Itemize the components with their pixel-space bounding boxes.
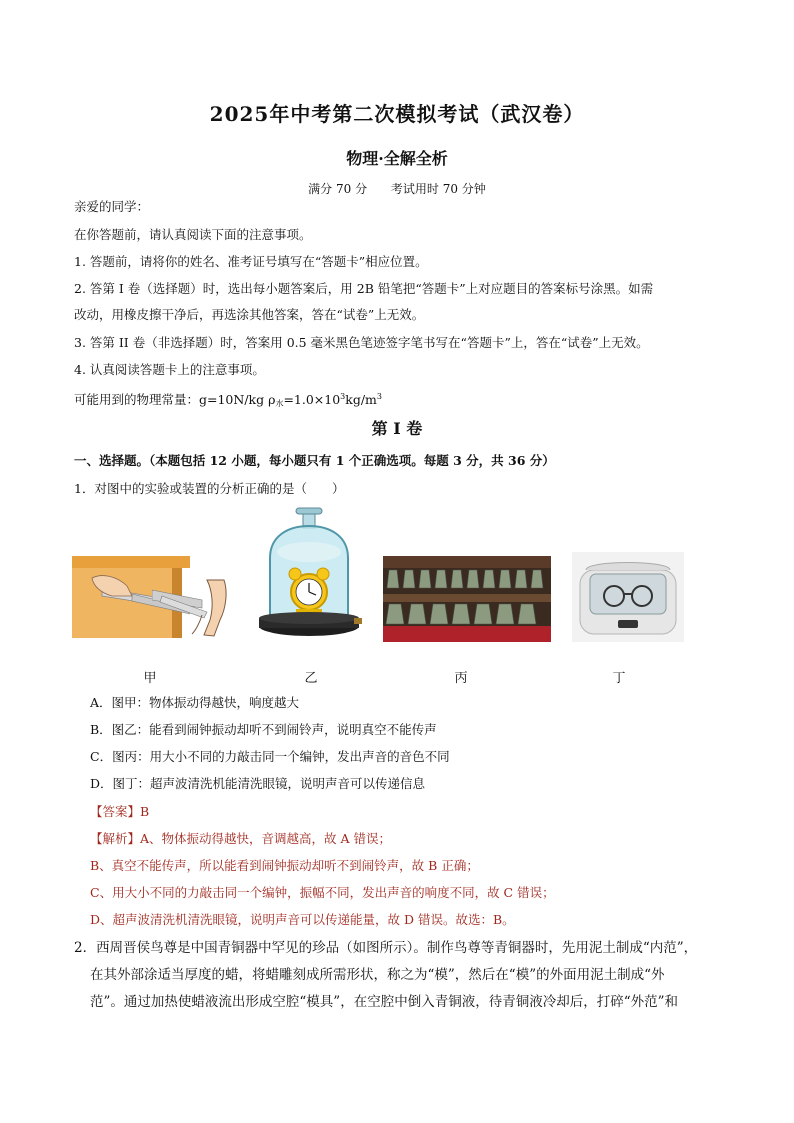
figure-jia-finger	[152, 560, 242, 640]
exam-time: 考试用时 70 分钟	[390, 182, 486, 196]
question-2-line-3: 范”。通过加热使蜡液流出形成空腔“模具”，在空腔中倒入青铜液，待青铜液冷却后，打碎“外范”和	[90, 994, 679, 1010]
option-c: C．图丙：用大小不同的力敲击同一个编钟，发出声音的音色不同	[90, 749, 450, 764]
instruction-item-2a: 2. 答第 I 卷（选择题）时，选出每小题答案后，用 2B 铅笔把“答题卡”上对应题目的答案标号涂黑。如需	[74, 281, 654, 296]
figure-ding-ultrasonic-cleaner	[572, 552, 684, 642]
instructions-intro: 在你答题前，请认真阅读下面的注意事项。	[74, 227, 312, 242]
question-2-line-2: 在其外部涂适当厚度的蜡，将蜡雕刻成所需形状，称之为“模”，然后在“模”的外面用泥土制成“外	[90, 967, 665, 983]
analysis-line-2: B、真空不能传声，所以能看到闹钟振动却听不到闹铃声，故 B 正确；	[90, 858, 479, 873]
option-d: D．图丁：超声波清洗机能清洗眼镜，说明声音可以传递信息	[90, 776, 426, 791]
instruction-item-1: 1. 答题前，请将你的姓名、准考证号填写在“答题卡”相应位置。	[74, 254, 428, 269]
page-subtitle: 物理·全解全析	[346, 149, 448, 168]
figure-bing-chime-bells	[383, 556, 551, 642]
option-b: B．图乙：能看到闹钟振动却听不到闹铃声，说明真空不能传声	[90, 722, 437, 737]
exam-meta	[0, 180, 794, 197]
section-heading: 一、选择题。（本题包括 12 小题，每小题只有 1 个正确选项。每题 3 分，共 36 分）	[74, 453, 555, 468]
page-title: 2025年中考第二次模拟考试（武汉卷）	[209, 102, 585, 126]
greeting: 亲爱的同学：	[74, 199, 150, 214]
caption-jia: 甲	[143, 671, 157, 686]
instruction-item-3: 3. 答第 II 卷（非选择题）时，答案用 0.5 毫米黑色笔迹签字笔书写在“答题卡”上，答在“试卷”上无效。	[74, 335, 649, 350]
option-a: A．图甲：物体振动得越快，响度越大	[90, 695, 300, 710]
question-2-line-1: 2．西周晋侯鸟尊是中国青铜器中罕见的珍品（如图所示）。制作鸟尊等青铜器时，先用泥土制成“内范”，	[74, 940, 698, 956]
analysis-line-4: D、超声波清洗机清洗眼镜，说明声音可以传递能量，故 D 错误。故选：B。	[90, 912, 515, 927]
caption-yi: 乙	[304, 671, 318, 686]
answer: 【答案】B	[90, 804, 150, 819]
caption-ding: 丁	[612, 671, 626, 686]
instruction-item-4: 4. 认真阅读答题卡上的注意事项。	[74, 362, 265, 377]
question-1-stem: 1．对图中的实验或装置的分析正确的是（ ）	[74, 481, 345, 496]
caption-bing: 丙	[454, 671, 468, 686]
volume-heading: 第 I 卷	[371, 419, 423, 438]
full-score: 满分 70 分	[308, 182, 368, 196]
analysis-line-3: C、用大小不同的力敲击同一个编钟，振幅不同，发出声音的响度不同，故 C 错误；	[90, 885, 555, 900]
analysis-line-1: 【解析】A、物体振动得越快，音调越高，故 A 错误；	[90, 831, 392, 846]
instruction-item-2b: 改动，用橡皮擦干净后，再选涂其他答案，答在“试卷”上无效。	[74, 307, 425, 322]
physical-constants: 可能用到的物理常量：g=10N/kg $\rho_水=1.0\times 10^3kg/m^3$	[74, 392, 382, 408]
figure-yi-bell-jar	[256, 506, 362, 646]
